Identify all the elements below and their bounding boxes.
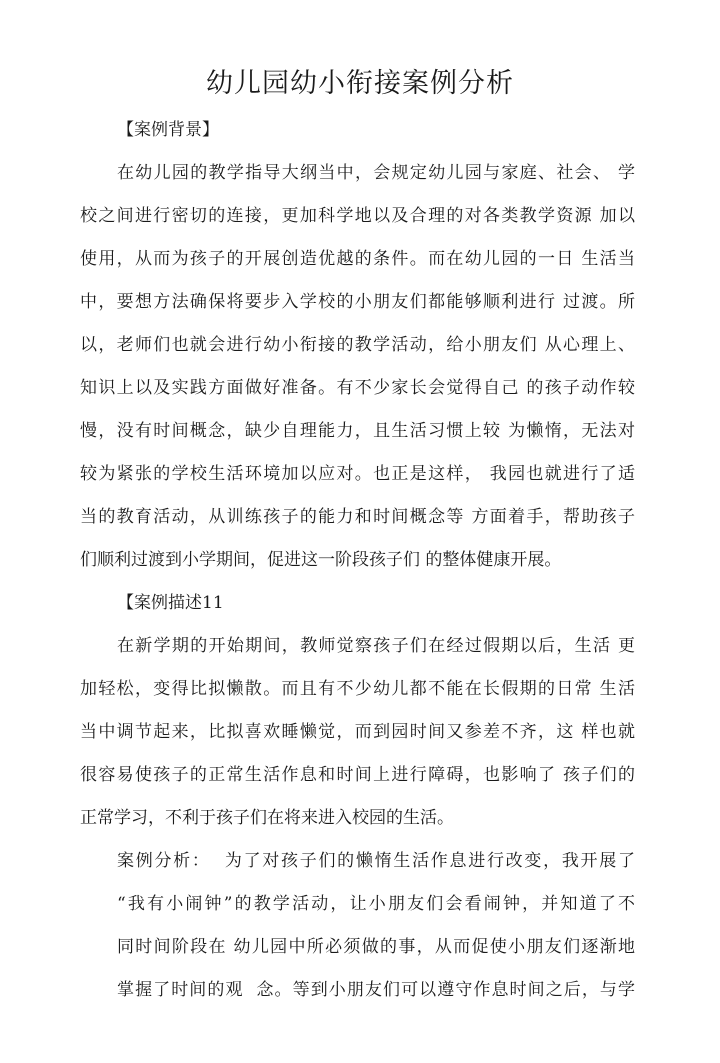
paragraph-line: 知识上以及实践方面做好准备。有不少家长会觉得自己 的孩子动作较 (80, 378, 635, 398)
paragraph-line: 校之间进行密切的连接，更加科学地以及合理的对各类教学资源 加以 (80, 206, 635, 226)
analysis-line: 掌握了时间的观 念。等到小朋友们可以遵守作息时间之后，与学 (117, 980, 635, 1000)
paragraph-line: 当的教育活动，从训练孩子的能力和时间概念等 方面着手，帮助孩子 (80, 507, 635, 527)
paragraph-line: 慢，没有时间概念，缺少自理能力，且生活习惯上较 为懒惰，无法对 (80, 421, 635, 441)
analysis-line: “我有小闹钟”的教学活动，让小朋友们会看闹钟，并知道了不 (117, 894, 635, 914)
paragraph-line: 较为紧张的学校生活环境加以应对。也正是这样， 我园也就进行了适 (80, 464, 635, 484)
paragraph-line: 在新学期的开始期间，教师觉察孩子们在经过假期以后，生活 更 (117, 636, 635, 656)
paragraph-line: 很容易使孩子的正常生活作息和时间上进行障碍，也影响了 孩子们的 (80, 765, 635, 785)
paragraph-line: 正常学习，不利于孩子们在将来进入校园的生活。 (80, 808, 454, 828)
paragraph-line: 当中调节起来，比拟喜欢睡懒觉，而到园时间又参差不齐，这 样也就 (80, 722, 635, 742)
section-heading-background: 【案例背景】 (117, 120, 219, 140)
analysis-line: 同时间阶段在 幼儿园中所必须做的事，从而促使小朋友们逐渐地 (117, 937, 635, 957)
paragraph-line: 以，老师们也就会进行幼小衔接的教学活动，给小朋友们 从心理上、 (80, 335, 635, 355)
document-title: 幼儿园幼小衔接案例分析 (206, 68, 514, 99)
paragraph-line: 中，要想方法确保将要步入学校的小朋友们都能够顺利进行 过渡。所 (80, 292, 635, 312)
paragraph-line: 们顺利过渡到小学期间，促进这一阶段孩子们 的整体健康开展。 (80, 550, 562, 570)
paragraph-line: 使用，从而为孩子的开展创造优越的条件。而在幼儿园的一日 生活当 (80, 249, 635, 269)
analysis-line: 案例分析： 为了对孩子们的懒惰生活作息进行改变，我开展了 (117, 851, 635, 871)
section-heading-description: 【案例描述11 (117, 593, 224, 613)
paragraph-line: 加轻松，变得比拟懒散。而且有不少幼儿都不能在长假期的日常 生活 (80, 679, 635, 699)
paragraph-line: 在幼儿园的教学指导大纲当中，会规定幼儿园与家庭、社会、 学 (117, 163, 635, 183)
